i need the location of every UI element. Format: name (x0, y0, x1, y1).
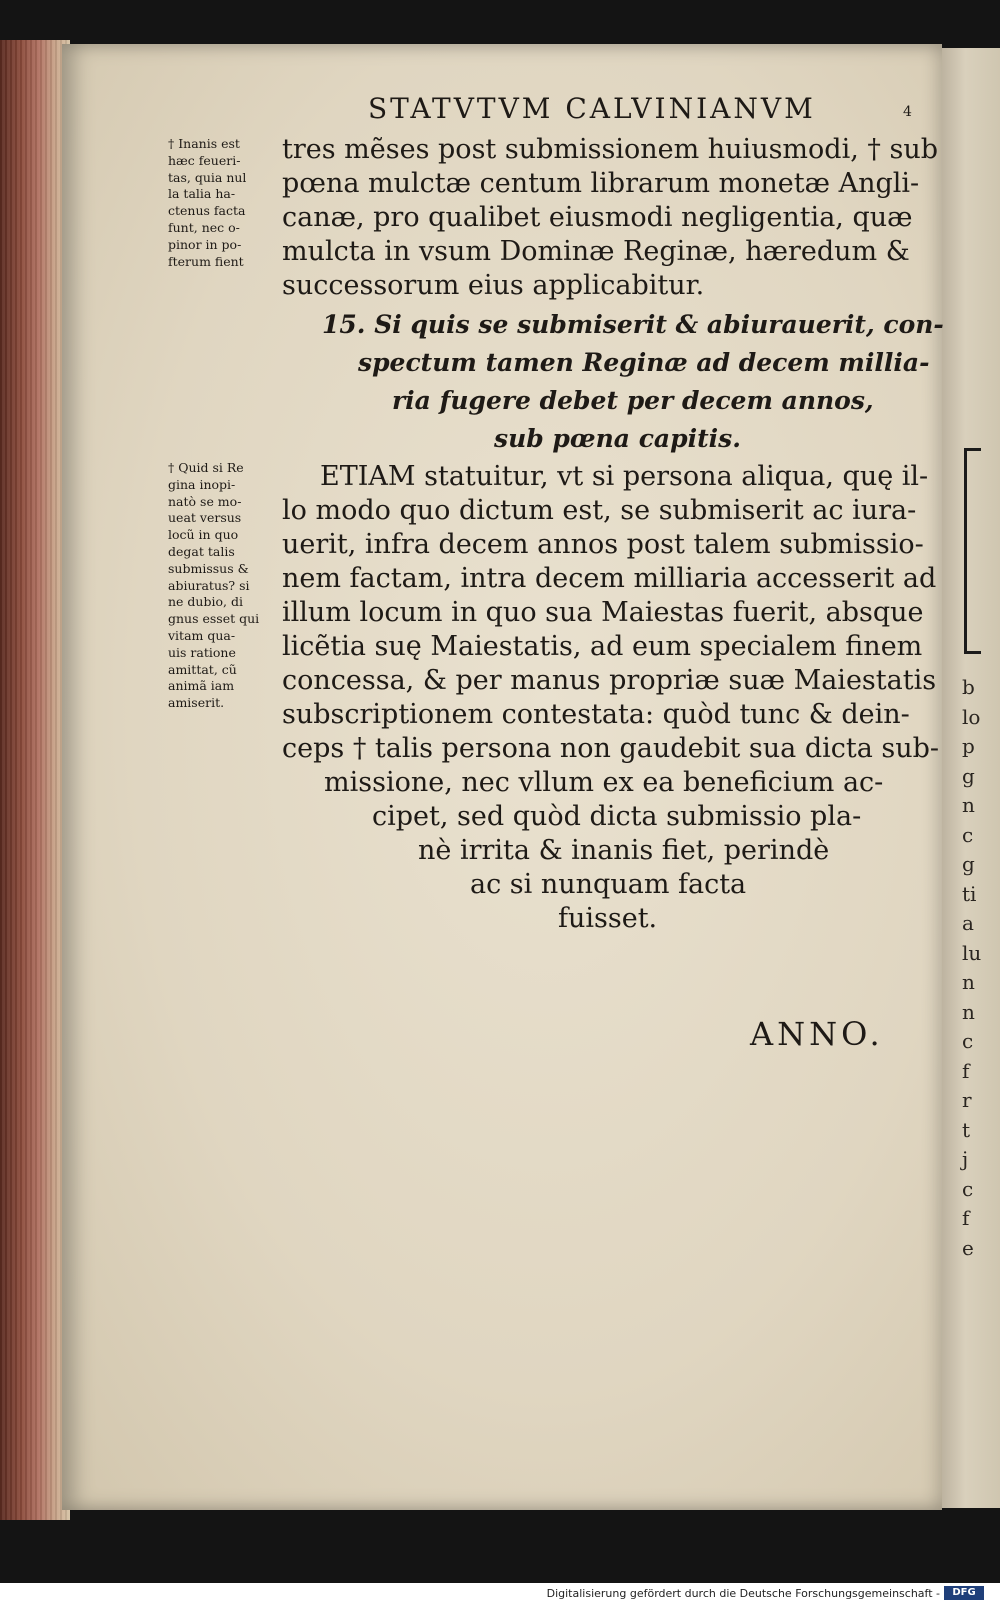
text-line: ac si nunquam facta (470, 869, 747, 900)
catchword: ANNO. (750, 1015, 884, 1053)
margin-note: † Quid si Re gina inopi- natò se mo- ueat versus locũ in quo degat talis submissus & abiuratus? si ne dubio, di gnus esset qui vitam qua- uis ratione amittat, cũ animã iam amiserit. (168, 460, 260, 711)
page-mark: 4 (903, 104, 912, 120)
text-line: concessa, & per manus propriæ suæ Maiestatis (282, 665, 937, 696)
next-page-sliver (942, 48, 1000, 1508)
section-heading-line: ria fugere debet per decem annos, (392, 386, 874, 415)
text-line: canæ, pro qualibet eiusmodi negligentia, quæ (282, 202, 913, 233)
margin-note: † Inanis est hæc feueri- tas, quia nul la talia ha- ctenus facta funt, nec o- pinor in po- fterum fient (168, 136, 247, 269)
dfg-logo-icon: DFG (944, 1586, 984, 1600)
text-line: nem factam, intra decem milliaria accesserit ad (282, 563, 937, 594)
section-heading-line: spectum tamen Reginæ ad decem millia- (358, 348, 930, 377)
text-line: lo modo quo dictum est, se submiserit ac iura- (282, 495, 917, 526)
text-line: tres mẽses post submissionem huiusmodi, † sub (282, 134, 938, 165)
digitization-credit: Digitalisierung gefördert durch die Deutsche Forschungsgemeinschaft - (546, 1587, 940, 1600)
next-page-bracket (964, 448, 981, 654)
next-page-letters: b lo p g n c g ti a lu n n c f r t j c f e (962, 675, 982, 1260)
section-heading-line: sub pœna capitis. (494, 424, 741, 453)
text-line: uerit, infra decem annos post talem submissio- (282, 529, 924, 560)
text-line: nè irrita & inanis fiet, perindè (418, 835, 830, 866)
text-line: pœna mulctæ centum librarum monetæ Angli- (282, 168, 920, 199)
running-head: STATVTVM CALVINIANVM (368, 92, 816, 125)
text-line: mulcta in vsum Dominæ Reginæ, hæredum & (282, 236, 910, 267)
text-line: ETIAM statuitur, vt si persona aliqua, quę il- (320, 461, 929, 492)
text-line: licẽtia suę Maiestatis, ad eum specialem finem (282, 631, 923, 662)
text-line: subscriptionem contestata: quòd tunc & dein- (282, 699, 910, 730)
book-edge (0, 40, 70, 1520)
text-line: cipet, sed quòd dicta submissio pla- (372, 801, 862, 832)
section-heading-line: 15. Si quis se submiserit & abiurauerit, con- (322, 310, 944, 339)
text-line: fuisset. (558, 903, 658, 934)
text-line: successorum eius applicabitur. (282, 270, 705, 301)
text-line: ceps † talis persona non gaudebit sua dicta sub- (282, 733, 940, 764)
text-line: missione, nec vllum ex ea beneficium ac- (324, 767, 884, 798)
text-line: illum locum in quo sua Maiestas fuerit, absque (282, 597, 924, 628)
